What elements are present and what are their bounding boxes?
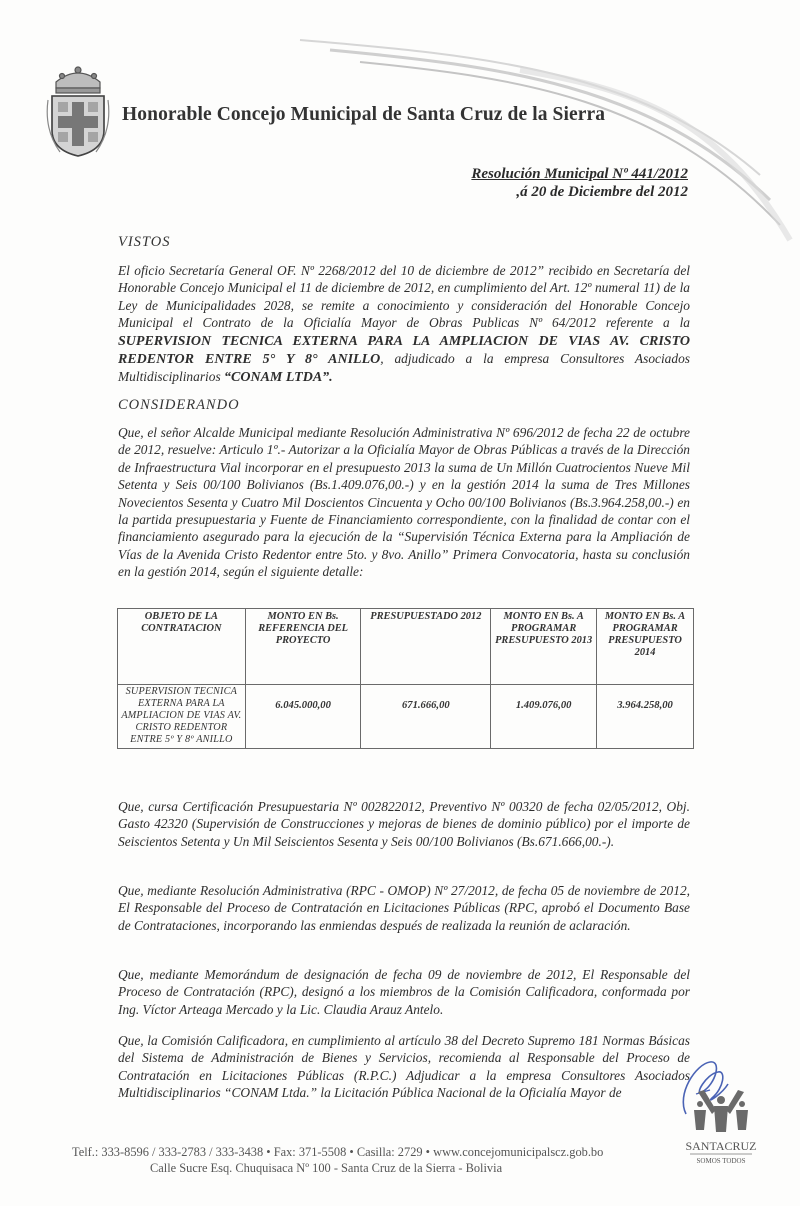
table-header-cell: MONTO EN Bs. A PROGRAMAR PRESUPUESTO 2013 xyxy=(491,609,597,685)
table-cell-programar-2014: 3.964.258,00 xyxy=(597,685,694,749)
santa-cruz-logo xyxy=(676,1070,766,1170)
resolution-number: Resolución Municipal Nº 441/2012 xyxy=(471,166,688,182)
paragraph-certificacion: Que, cursa Certificación Presupuestaria Nº 002822012, Preventivo Nº 00320 de fecha 02/05/2012, Obj. Gasto 42320 (Supervisión de Construcciones y mejoras de bienes de dominio público) por el importe de Seiscientos Setenta y Un Mil Seiscientos Sesenta y Seis 00/100 Bolivianos (Bs.671.666,00.-). xyxy=(118,799,690,849)
section-heading-considerando: CONSIDERANDO xyxy=(118,397,240,413)
table-row xyxy=(118,685,694,749)
vistos-contract-object: SUPERVISION TECNICA EXTERNA PARA LA AMPLIACION DE VIAS AV. CRISTO REDENTOR ENTRE 5° Y 8° ANILLO xyxy=(118,333,690,368)
table-cell-monto-referencia: 6.045.000,00 xyxy=(245,685,361,749)
considerando-intro-paragraph: Que, el señor Alcalde Municipal mediante Resolución Administrativa Nº 696/2012 de fecha 22 de octubre de 2012, resuelve: Articulo 1º.- Autorizar a la Oficialía Mayor de Obras Públicas a través de la Dirección de Infraestructura Vial incorporar en el presupuesto 2013 la suma de Un Millón Cuatrocientos Nueve Mil Setenta y Seis 00/100 Bolivianos (Bs.1.409.076,00.-) y en la gestión 2014 la suma de Tres Millones Novecientos Sesenta y Cuatro Mil Doscientos Cincuenta y Ocho 00/100 Bolivianos (Bs.3.964.258,00.-) en la partida presupuestaria y Fuente de Financiamiento correspondiente, con la finalidad de contar con el financiamiento asegurado para la ejecución de la “Supervisión Técnica Externa para la Ampliación de Vías de la Avenida Cristo Redentor entre 5to. y 8vo. Anillo” Primera Convocatoria, hasta su conclusión en la gestión 2014, según el siguiente detalle: xyxy=(118,425,690,580)
table-header-cell: MONTO EN Bs. A PROGRAMAR PRESUPUESTO 2014 xyxy=(597,609,694,685)
footer-address: Calle Sucre Esq. Chuquisaca Nº 100 - Santa Cruz de la Sierra - Bolivia xyxy=(150,1161,503,1175)
footer-contact: Telf.: 333-8596 / 333-2783 / 333-3438 • Fax: 371-5508 • Casilla: 2729 • www.concejomunicipalscz.gob.bo xyxy=(72,1145,604,1159)
budget-table xyxy=(117,608,694,749)
vistos-company-name: “CONAM LTDA”. xyxy=(224,370,333,386)
table-cell-programar-2013: 1.409.076,00 xyxy=(491,685,597,749)
vistos-text: El oficio Secretaría General OF. Nº 2268/2012 del 10 de diciembre de 2012” recibido en Secretaría del Honorable Concejo Municipal el 11 de diciembre de 2012, en cumplimiento del Art. 12º numeral 11) de la Ley de Municipalidades 2028, se remite a conocimiento y consideración del Honorable Concejo Municipal el Contrato de la Oficialía Mayor de Obras Publicas Nº 64/2012 referente a la xyxy=(118,263,690,331)
table-cell-objeto: SUPERVISION TECNICA EXTERNA PARA LA AMPLIACION DE VIAS AV. CRISTO REDENTOR ENTRE 5º Y 8º ANILLO xyxy=(118,685,246,749)
logo-wordmark: SANTACRUZ xyxy=(685,1139,757,1153)
paragraph-resolucion-rpc: Que, mediante Resolución Administrativa (RPC - OMOP) Nº 27/2012, de fecha 05 de noviembre de 2012, El Responsable del Proceso de Contratación en Licitaciones Públicas (RPC, aprobó el Documento Base de Contrataciones, incorporando las enmiendas después de realizada la reunión de aclaración. xyxy=(118,883,690,933)
vistos-paragraph xyxy=(118,262,690,387)
table-header-row xyxy=(118,609,694,685)
table-header-cell: OBJETO DE LA CONTRATACION xyxy=(118,609,246,685)
organization-title: Honorable Concejo Municipal de Santa Cruz de la Sierra xyxy=(122,104,606,125)
logo-tagline: SOMOS TODOS xyxy=(696,1157,746,1165)
paragraph-comision: Que, la Comisión Calificadora, en cumplimiento al artículo 38 del Decreto Supremo 181 Normas Básicas del Sistema de Administración de Bienes y Servicios, recomienda al Responsable del Proceso de Contratación en Licitaciones Públicas (R.P.C.) Adjudicar a la empresa Consultores Asociados Multidisciplinarios “CONAM Ltda.” la Licitación Pública Nacional de la Oficialía Mayor de xyxy=(118,1033,690,1101)
section-heading-vistos: VISTOS xyxy=(118,234,171,250)
vistos-text-continued: , adjudicado a la empresa Consultores Asociados Multidisciplinarios xyxy=(118,351,690,385)
table-header-cell: MONTO EN Bs. REFERENCIA DEL PROYECTO xyxy=(245,609,361,685)
coat-of-arms-icon xyxy=(46,60,110,158)
table-header-cell: PRESUPUESTADO 2012 xyxy=(361,609,491,685)
paragraph-memorandum: Que, mediante Memorándum de designación de fecha 09 de noviembre de 2012, El Responsable del Proceso de Contratación (RPC), designó a los miembros de la Comisión Calificadora, conformada por Ing. Víctor Arteaga Mercado y la Lic. Claudia Arauz Antelo. xyxy=(118,967,690,1017)
header-swoosh xyxy=(0,0,800,260)
table-cell-presupuestado-2012: 671.666,00 xyxy=(361,685,491,749)
resolution-date: ,á 20 de Diciembre del 2012 xyxy=(516,184,688,200)
